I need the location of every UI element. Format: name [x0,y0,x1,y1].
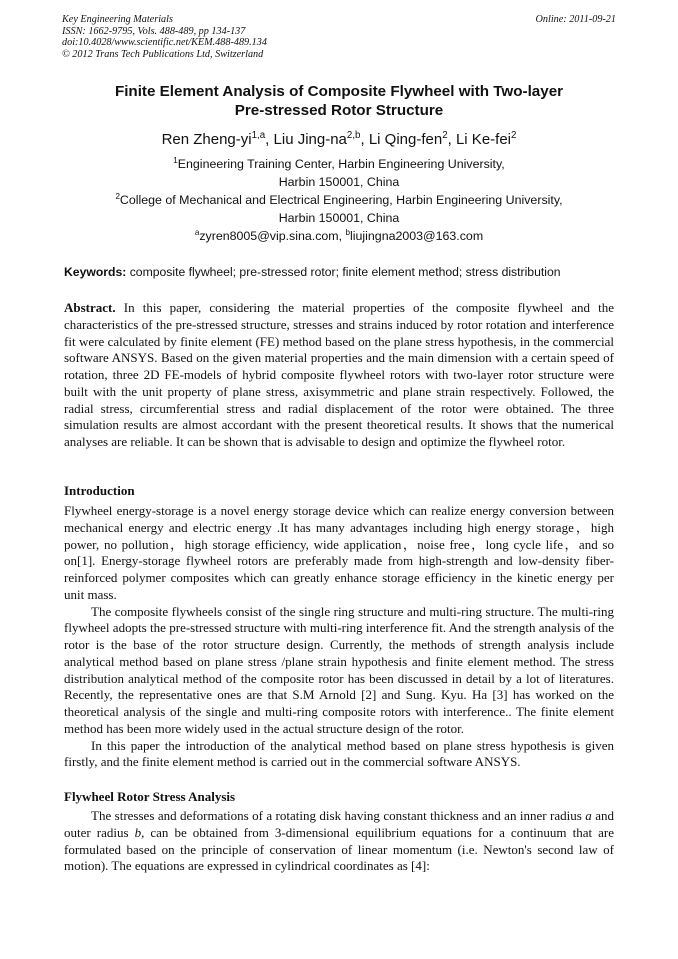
section-heading: Flywheel Rotor Stress Analysis [64,789,236,804]
doi-line: doi:10.4028/www.scientific.net/KEM.488-489.134 [62,37,267,49]
author-name: Li Qing-fen [368,131,443,148]
author-list [0,131,678,149]
section-text: The stresses and deformations of a rotating disk having constant thickness and an inner radius [91,808,586,823]
title-line-2: Pre-stressed Rotor Structure [234,102,444,119]
section-paragraph-1 [64,808,614,875]
author-name: Liu Jing-na [273,131,347,148]
variable-a: a [585,808,592,823]
variable-b: b, [134,824,145,840]
abstract [64,300,614,451]
copyright-line: © 2012 Trans Tech Publications Ltd, Switzerland [62,48,264,60]
affiliation-2-line-2: Harbin 150001, China [278,210,400,225]
keywords-text: composite flywheel; pre-stressed rotor; finite element method; stress distribution [126,265,561,279]
title-line-1: Finite Element Analysis of Composite Flywheel with Two-layer [114,83,564,100]
affiliation-2 [40,192,638,227]
affiliation-sup: 1 [173,155,178,165]
introduction-paragraph-2: The composite flywheels consist of the single ring structure and multi-ring structure. The multi-ring flywheel adopts the pre-stressed structure with multi-ring interference fit. And the strength analysis of the rotor is the base of the rotor structure design. Currently, the methods of strength analysis include analytical method based on plane stress /plane strain hypothesis and finite element method. The stress distribution analytical method of the composite rotor has been discussed in detail by a lot of literatures. Recently, the representative ones are that S.M Arnold [2] and Sung. Kyu. Ha [3] has worked on the theoretical analysis of the single and multi-ring composite rotors with interference.. The finite element method has been more widely used in the actual structure design of the rotor. [64,603,614,736]
keywords [64,264,616,280]
introduction-body [64,503,614,771]
section-body [64,808,614,875]
affiliation-sup: 2 [115,191,120,201]
author-sup: 1,a [251,130,266,141]
introduction-heading: Introduction [64,483,135,498]
keywords-label: Keywords: [64,265,127,279]
paper-title [80,82,598,120]
issn-line: ISSN: 1662-9795, Vols. 488-489, pp 134-137 [62,25,246,37]
affiliation-1-line-2: Harbin 150001, China [278,174,400,189]
abstract-label: Abstract. [64,300,116,315]
author-separator: , [447,131,456,148]
email-a[interactable]: zyren8005@vip.sina.com, [199,229,346,243]
affiliation-2-line-1: College of Mechanical and Electrical Engineering, Harbin Engineering University, [119,193,563,207]
author-name: Li Ke-fei [455,131,511,148]
introduction-paragraph-3: In this paper the introduction of the analytical method based on plane stress hypothesis is given firstly, and the finite element method is carried out in the commercial software ANSYS. [64,737,614,770]
affiliation-1 [40,156,638,191]
author-sup: 2,b [346,130,361,141]
email-line [40,228,638,246]
author-sup: 2 [442,130,448,141]
author-separator: , [360,131,369,148]
email-a-sup: a [194,227,200,237]
introduction-paragraph-1: Flywheel energy-storage is a novel energy storage device which can realize energy conversion between mechanical energy and electric energy .It has many advantages including high energy storage，high power, no pollution，high storage efficiency, wide application，noise free，long cycle life，and so on[1]. Energy-storage flywheel rotors are preferably made from high-strength and low-density fiber-reinforced polymer composites which can greatly enhance storage efficiency in the kinetic energy per unit mass. [64,503,614,602]
email-b[interactable]: liujingna2003@163.com [350,229,484,243]
author-sup: 2 [511,130,517,141]
section-text: can be obtained from 3-dimensional equilibrium equations for a continuum that are formulated based on the principle of conservation of linear momentum (i.e. Newton's second law of motion). The equations are expressed in cylindrical coordinates as [4]: [64,824,614,874]
email-b-sup: b [345,227,351,237]
affiliation-1-line-1: Engineering Training Center, Harbin Engineering University, [177,157,505,171]
journal-name: Key Engineering Materials [62,14,173,25]
online-date: Online: 2011-09-21 [535,14,616,25]
author-separator: , [265,131,274,148]
section-text: and outer radius [64,808,614,840]
journal-header [62,14,616,60]
abstract-text: In this paper, considering the material properties of the composite flywheel and the characteristics of the pre-stressed structure, stresses and strains induced by rotor rotation and interference fit were calculated by finite element (FE) method based on the plane stress hypothesis, in the commercial software ANSYS. Based on the given material properties and the main dimension with a certain speed of rotation, three 2D FE-models of hybrid composite flywheel rotors with two-layer rotor structure were built with the unit property of plane stress, axisymmetric and plane strain respectively. Followed, the radial stress, circumferential stress and radial displacement of the rotor were obtained. The three simulation results are almost accordant with the present theoretical results. It shows that the numerical analyses are reliable. It can be shown that is advisable to design and optimize the flywheel rotor. [64,300,614,449]
author-name: Ren Zheng-yi [161,131,252,148]
